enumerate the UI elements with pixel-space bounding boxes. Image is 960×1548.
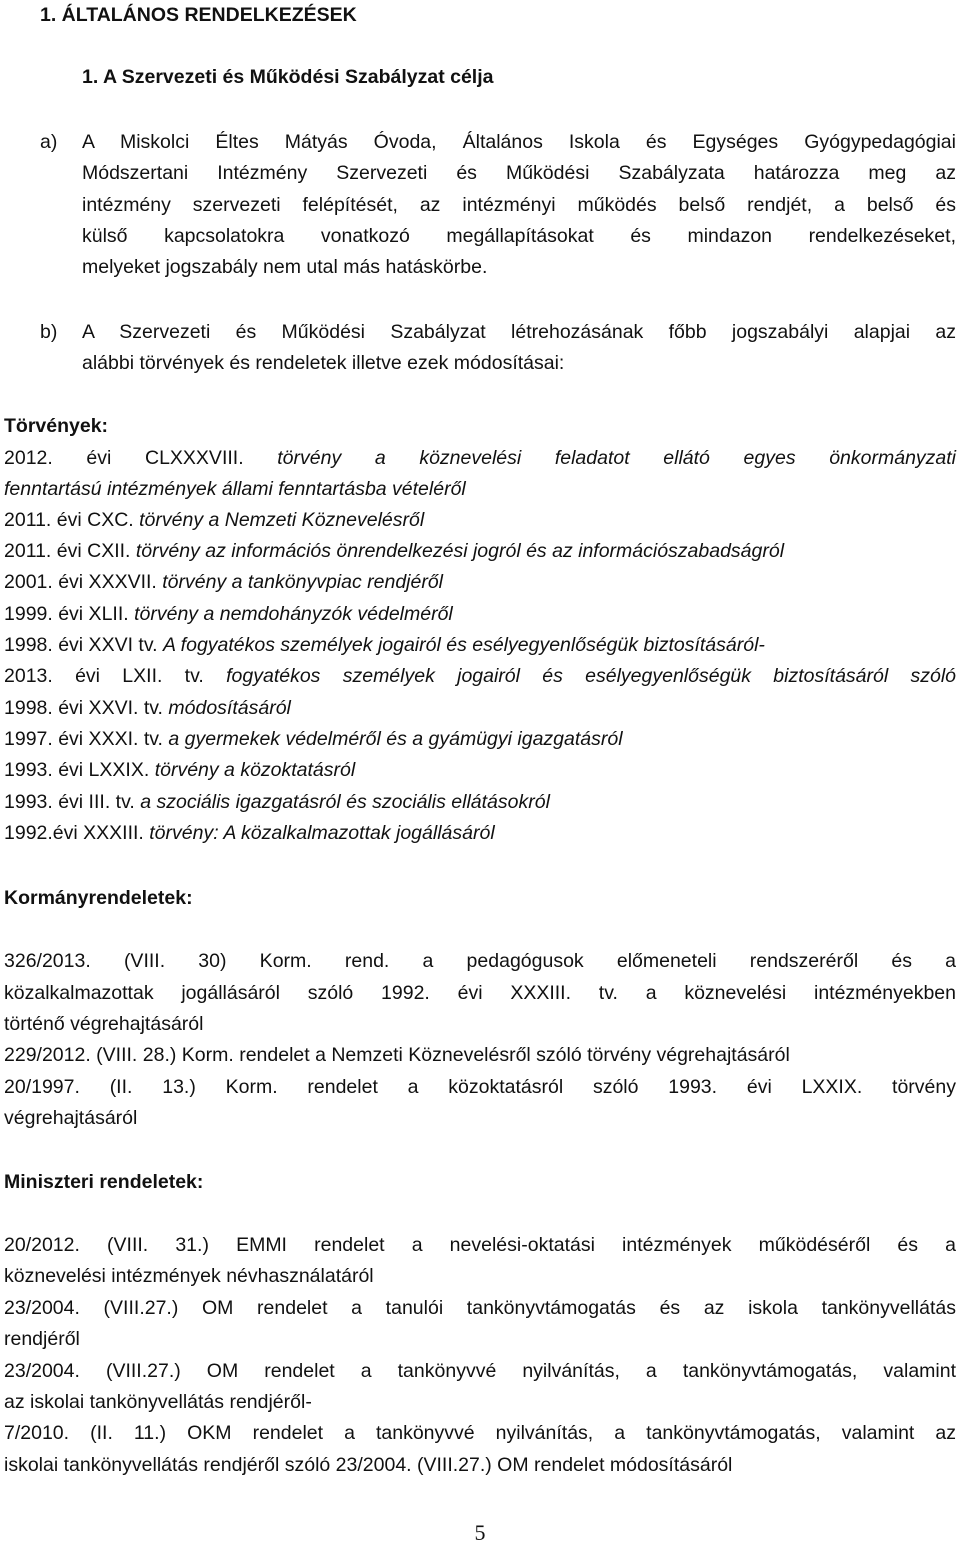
law-item — [4, 567, 443, 597]
para-a-marker: a) — [40, 131, 58, 153]
law-title: fogyatékos személyek jogairól és esélyegyenlőségük biztosításáról szóló — [226, 665, 956, 687]
law-title: törvény a tankönyvpiac rendjéről — [162, 571, 444, 593]
law-item — [4, 724, 623, 754]
law-number: 1998. évi XXVI tv. — [4, 634, 158, 656]
law-title: törvény az információs önrendelkezési jogról és az információszabadságról — [135, 540, 785, 562]
para-a-line: melyeket jogszabály nem utal más hatáskörbe. — [82, 256, 488, 278]
law-number: 2013. évi LXII. tv. — [4, 665, 204, 687]
law-title: módosításáról — [168, 697, 291, 719]
law-title: törvény: A közalkalmazottak jogállásáról — [149, 822, 495, 844]
gov-item-line: végrehajtásáról — [4, 1107, 138, 1129]
laws-heading: Törvények: — [4, 415, 109, 437]
min-item-line: iskolai tankönyvellátás rendjéről szóló 23/2004. (VIII.27.) OM rendelet módosításáról — [4, 1454, 733, 1476]
law-number: 1992.évi XXXIII. — [4, 822, 144, 844]
law-item — [4, 755, 355, 785]
law-number: 2012. évi CLXXXVIII. — [4, 447, 244, 469]
law-item — [4, 787, 550, 817]
para-a-line: A Miskolci Éltes Mátyás Óvoda, Általános Iskola és Egységes Gyógypedagógiai — [82, 131, 956, 153]
law-number: 1993. évi LXXIX. — [4, 759, 150, 781]
law-number: 2011. évi CXII. — [4, 540, 131, 562]
para-a-line: intézmény szervezeti felépítését, az intézményi működés belső rendjét, a belső és — [82, 194, 956, 216]
min-item-line: 23/2004. (VIII.27.) OM rendelet a tankönyvvé nyilvánítás, a tankönyvtámogatás, valamint — [4, 1360, 956, 1382]
law-item — [4, 505, 424, 535]
law-title: törvény a Nemzeti Köznevelésről — [139, 509, 425, 531]
gov-item-line: 229/2012. (VIII. 28.) Korm. rendelet a Nemzeti Köznevelésről szóló törvény végrehajtásáról — [4, 1044, 790, 1066]
min-item-line: 20/2012. (VIII. 31.) EMMI rendelet a nevelési-oktatási intézmények működéséről és a — [4, 1234, 956, 1256]
law-title-cont: fenntartású intézmények állami fenntartásba vételéről — [4, 478, 466, 500]
law-title: törvény a közoktatásról — [154, 759, 356, 781]
gov-item-line: 326/2013. (VIII. 30) Korm. rend. a pedagógusok előmeneteli rendszeréről és a — [4, 950, 956, 972]
law-item — [4, 818, 495, 848]
min-item-line: az iskolai tankönyvellátás rendjéről- — [4, 1391, 312, 1413]
section-heading: 1. ÁLTALÁNOS RENDELKEZÉSEK — [40, 4, 357, 26]
law-title: törvény a nemdohányzók védelméről — [134, 603, 453, 625]
para-b-line: A Szervezeti és Működési Szabályzat létrehozásának főbb jogszabályi alapjai az — [82, 321, 956, 343]
law-item — [4, 693, 291, 723]
law-number: 1998. évi XXVI. tv. — [4, 697, 163, 719]
law-title: a szociális igazgatásról és szociális ellátásokról — [140, 791, 550, 813]
law-item — [4, 661, 956, 691]
law-number: 2001. évi XXXVII. — [4, 571, 157, 593]
law-item — [4, 443, 956, 473]
law-item — [4, 630, 765, 660]
min-item-line: rendjéről — [4, 1328, 80, 1350]
para-a-line: külső kapcsolatokra vonatkozó megállapításokat és mindazon rendelkezéseket, — [82, 225, 956, 247]
subsection-heading: 1. A Szervezeti és Működési Szabályzat célja — [82, 66, 494, 88]
para-a-line: Módszertani Intézmény Szervezeti és Működési Szabályzata határozza meg az — [82, 162, 956, 184]
gov-heading: Kormányrendeletek: — [4, 887, 193, 909]
gov-item-line: közalkalmazottak jogállásáról szóló 1992. évi XXXIII. tv. a köznevelési intézményekben — [4, 982, 956, 1004]
law-title: A fogyatékos személyek jogairól és esélyegyenlőségük biztosításáról- — [162, 634, 765, 656]
law-number: 1997. évi XXXI. tv. — [4, 728, 163, 750]
gov-item-line: 20/1997. (II. 13.) Korm. rendelet a közoktatásról szóló 1993. évi LXXIX. törvény — [4, 1076, 956, 1098]
law-number: 1999. évi XLII. — [4, 603, 129, 625]
page-number: 5 — [474, 1520, 486, 1545]
law-item — [4, 536, 784, 566]
para-b-marker: b) — [40, 321, 58, 343]
min-item-line: 7/2010. (II. 11.) OKM rendelet a tankönyvvé nyilvánítás, a tankönyvtámogatás, valamint az — [4, 1422, 956, 1444]
law-title: a gyermekek védelméről és a gyámügyi igazgatásról — [168, 728, 623, 750]
law-number: 1993. évi III. tv. — [4, 791, 135, 813]
min-item-line: 23/2004. (VIII.27.) OM rendelet a tanulói tankönyvtámogatás és az iskola tankönyvellátás — [4, 1297, 956, 1319]
min-item-line: köznevelési intézmények névhasználatáról — [4, 1265, 374, 1287]
law-title: törvény a köznevelési feladatot ellátó egyes önkormányzati — [277, 447, 957, 469]
law-item — [4, 599, 453, 629]
para-b-line: alábbi törvények és rendeletek illetve ezek módosításai: — [82, 352, 565, 374]
gov-item-line: történő végrehajtásáról — [4, 1013, 204, 1035]
law-number: 2011. évi CXC. — [4, 509, 134, 531]
min-heading: Miniszteri rendeletek: — [4, 1171, 204, 1193]
